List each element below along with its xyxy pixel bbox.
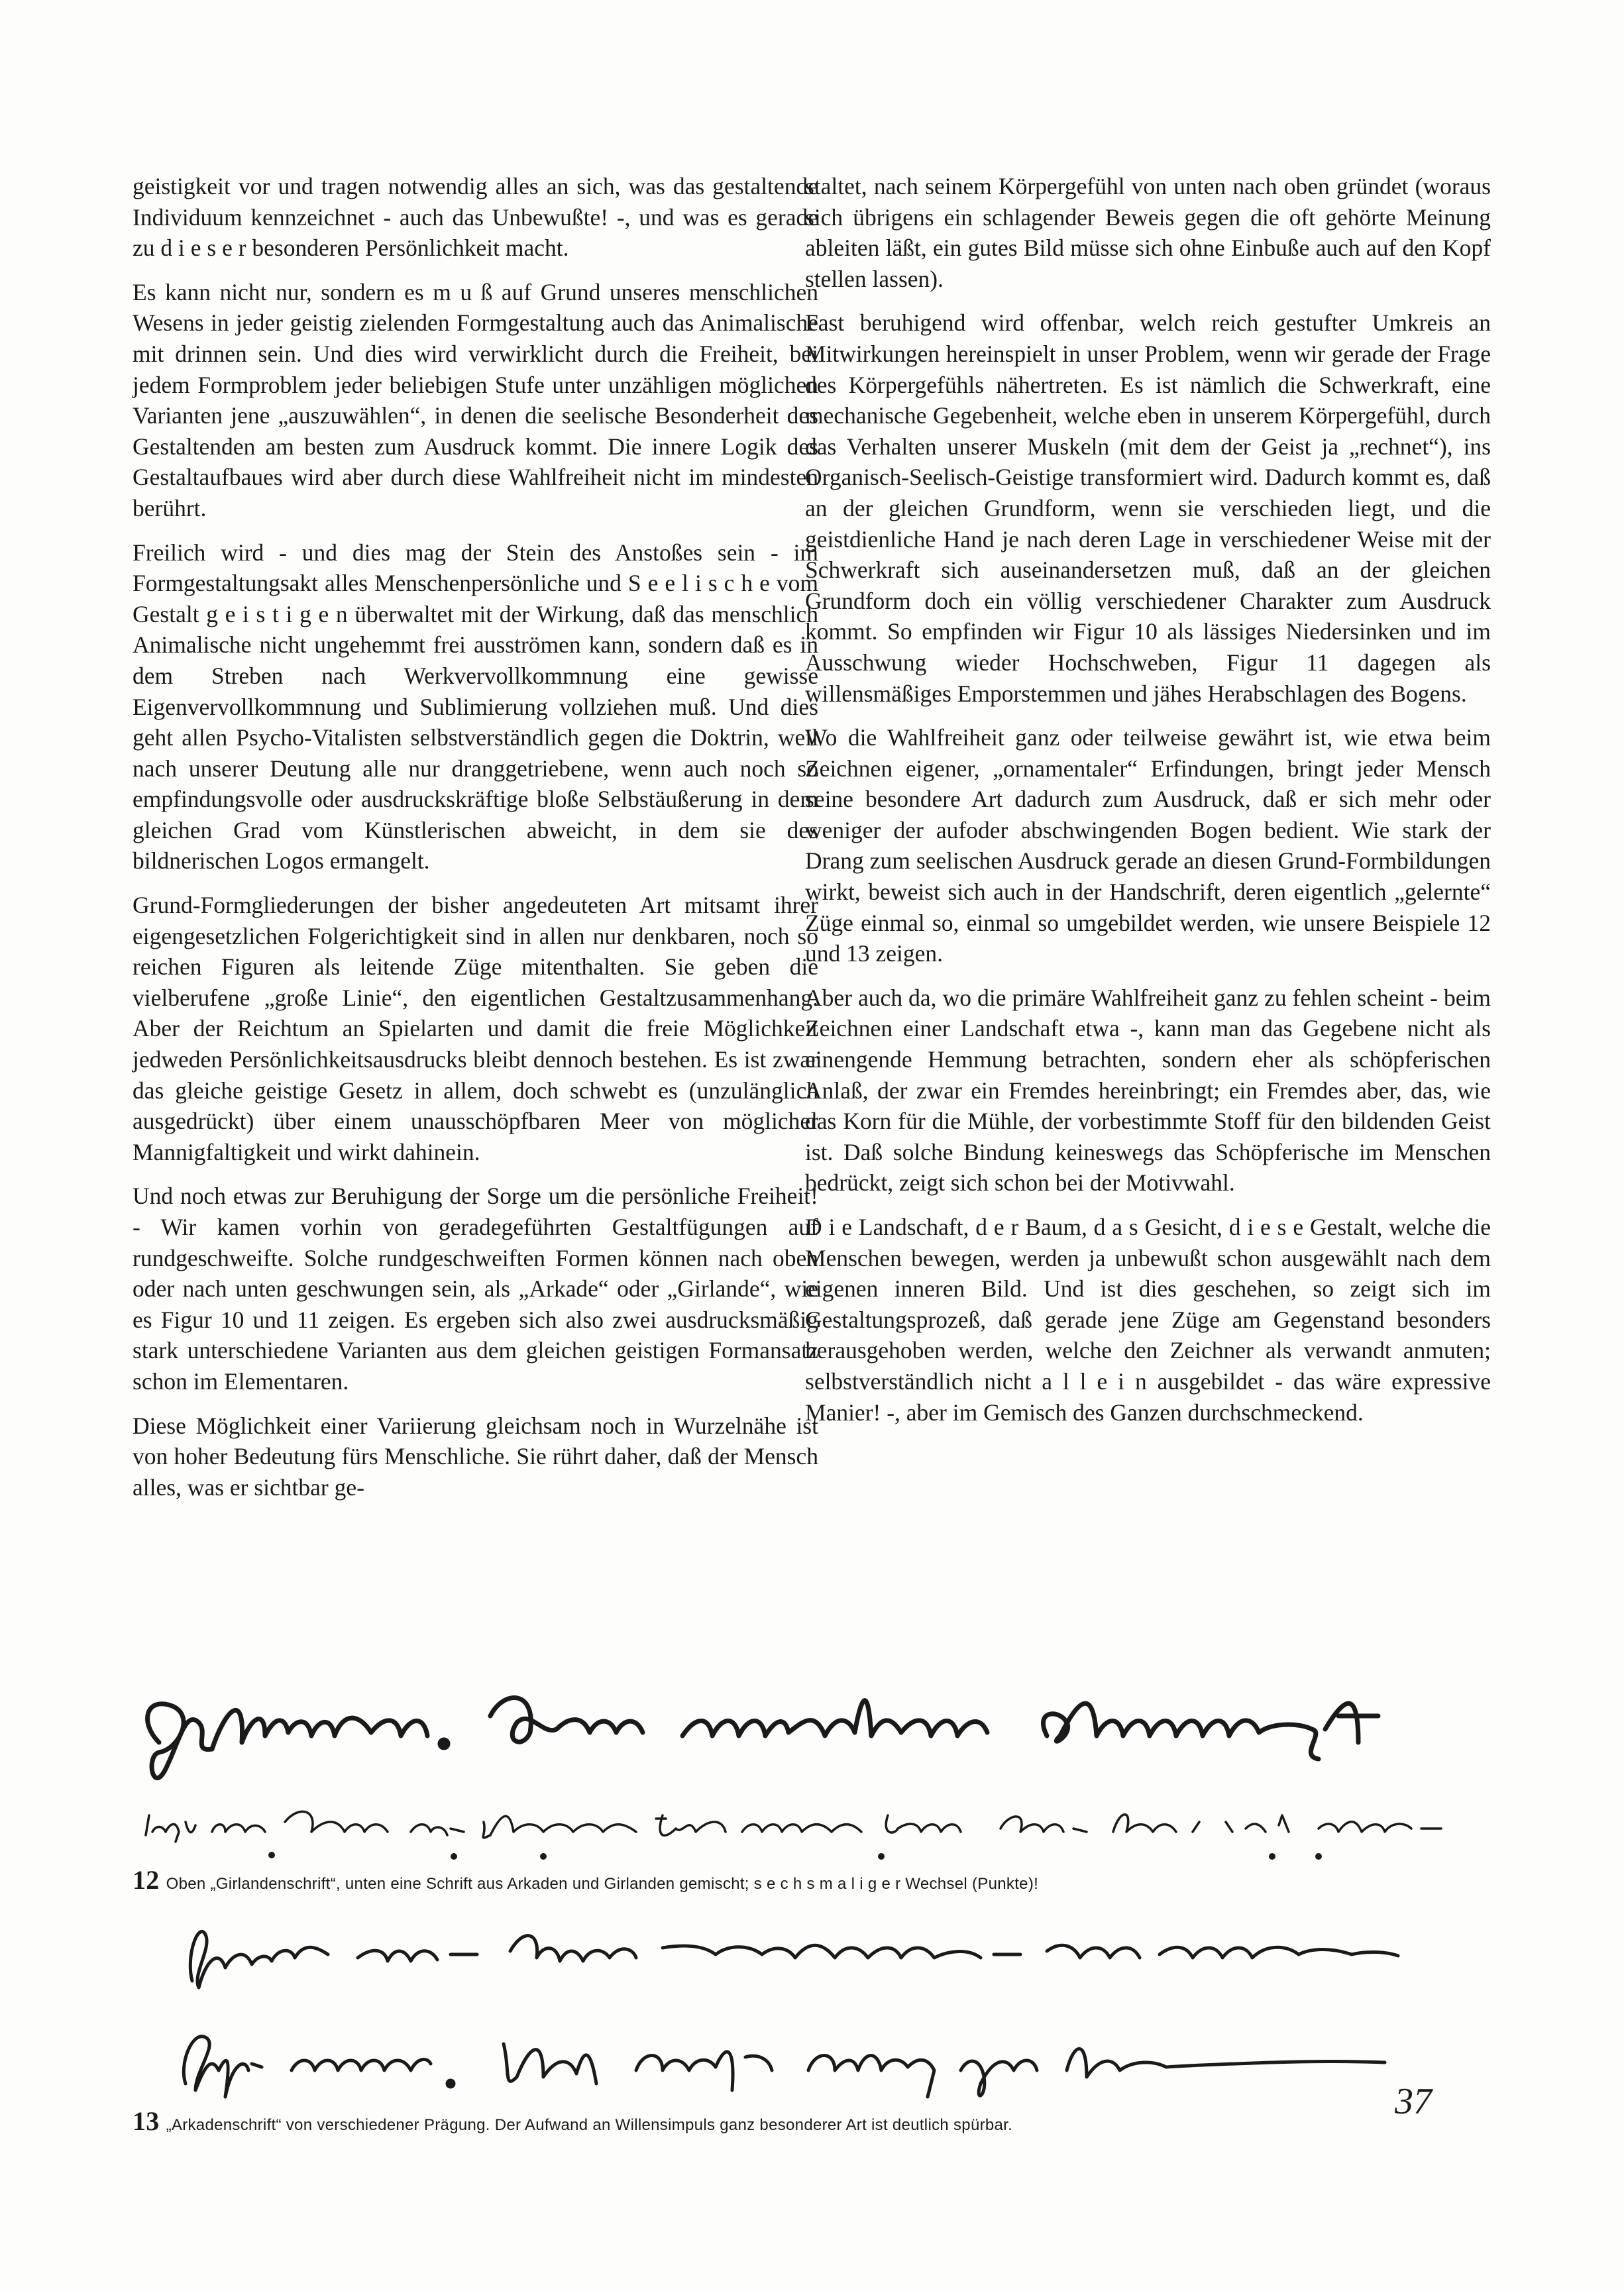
paragraph: staltet, nach seinem Körpergefühl von unten nach oben gründet (woraus sich übrigens ein schlagender Beweis gegen die oft gehörte Meinung ableiten läßt, ein gutes Bild müsse sich ohne Einbuße auch auf den Kopf stellen lassen).: [805, 173, 1491, 292]
figure-number: 12: [133, 1865, 160, 1895]
handwriting-sample-arkaden: [133, 1908, 1484, 2007]
paragraph: D i e Landschaft, d e r Baum, d a s Gesicht, d i e s e Gestalt, welche die Menschen bewegen, werden ja unbewußt schon ausgewählt nach dem eigenen inneren Bild. Und ist dies geschehen, so zeigt sich im Gestaltungsprozeß, daß gerade jene Züge am Gegenstand besonders herausgehoben werden, welche den Zeichner als verwandt anmuten; selbstverständlich nicht a l l e i n ausgebildet - das wäre expressive Manier! -, aber im Gemisch des Ganzen durchschmeckend.: [805, 1214, 1491, 1426]
caption-text: „Arkadenschrift“ von verschiedener Prägung. Der Aufwand an Willensimpuls ganz besonderer Art ist deutlich spürbar.: [166, 2116, 1013, 2134]
paragraph: geistigkeit vor und tragen notwendig alles an sich, was das gestaltende Individuum kennzeichnet - auch das Unbewußte! -, und was es gerade zu d i e s e r besonderen Persönlichkeit macht.: [133, 173, 818, 262]
right-text-column: [805, 171, 1491, 1441]
page-number: 37: [1395, 2081, 1432, 2122]
paragraph: Freilich wird - und dies mag der Stein des Anstoßes sein - im Formgestaltungsakt alles Menschenpersönliche und S e e l i s c h e vom Gestalt g e i s t i g e n überwaltet mit der Wirkung, daß das menschlich Animalische nicht ungehemmt frei ausströmen kann, sondern daß es in dem Streben nach Werkvervollkommnung eine gewisse Eigenvervollkommnung und Sublimierung vollziehen muß. Und dies geht allen Psycho-Vitalisten selbstverständlich gegen die Doktrin, weil nach unserer Deutung alle nur dranggetriebene, wenn auch noch so empfindungsvolle oder ausdruckskräftige bloße Selbstäußerung in dem gleichen Grad vom Künstlerischen abweicht, in dem sie des bildnerischen Logos ermangelt.: [133, 539, 818, 875]
paragraph: Diese Möglichkeit einer Variierung gleichsam noch in Wurzelnähe ist von hoher Bedeutung fürs Menschliche. Sie rührt daher, daß der Mensch alles, was er sichtbar ge-: [133, 1412, 818, 1501]
figure-13-caption: [133, 2105, 1491, 2137]
handwriting-transcription: haben und die angenehmheit immer: [808, 1996, 904, 2003]
left-text-column: [133, 171, 818, 1516]
paragraph: Aber auch da, wo die primäre Wahlfreiheit ganz zu fehlen scheint - beim Zeichnen einer Landschaft etwa -, kann man das Gegebene nicht als einengende Hemmung betrachten, sondern eher als schöpferischen Anlaß, der zwar ein Fremdes hereinbringt; ein Fremdes aber, das, wie das Korn für die Mühle, der vorbestimmte Stoff für den bildenden Geist ist. Daß solche Bindung keineswegs das Schöpferische im Menschen bedrückt, zeigt sich schon bei der Motivwahl.: [805, 984, 1491, 1197]
paragraph: Wo die Wahlfreiheit ganz oder teilweise gewährt ist, wie etwa beim Zeichnen eigener, „ornamentaler“ Erfindungen, bringt jeder Mensch seine besondere Art dadurch zum Ausdruck, daß er sich mehr oder weniger der aufoder abschwingenden Bogen bedient. Wie stark der Drang zum seelischen Ausdruck gerade an diesen Grund-Formbildungen wirkt, beweist sich auch in der Handschrift, deren eigentlich „gelernte“ Züge einmal so, einmal so umgebildet werden, wie unsere Beispiele 12 und 13 zeigen.: [805, 724, 1491, 967]
paragraph: Fast beruhigend wird offenbar, welch reich gestufter Umkreis an Mitwirkungen hereinspielt in unser Problem, wenn wir gerade der Frage des Körpergefühls nähertreten. Es ist nämlich die Schwerkraft, eine mechanische Gegebenheit, welche eben in unserem Körpergefühl, durch das Verhalten unserer Muskeln (mit dem der Geist ja „rechnet“), ins Organisch-Seelisch-Geistige transformiert wird. Dadurch kommt es, daß an der gleichen Grundform, wenn sie verschieden liegt, und die geistdienliche Hand je nach deren Lage in verschiedener Weise mit der Schwerkraft sich auseinandersetzen muß, daß an der gleichen Grundform doch ein völlig verschiedener Charakter zum Ausdruck kommt. So empfinden wir Figur 10 als lässiges Niedersinken und im Ausschwung wieder Hochschweben, Figur 11 dagegen als willensmäßiges Emporstemmen und jähes Herabschlagen des Bogens.: [805, 309, 1491, 707]
handwriting-sample-arkaden-2: [133, 2017, 1484, 2117]
figure-12-handwriting-line-1: [133, 1670, 1484, 1802]
figure-13-handwriting-line-1: [133, 1908, 1484, 2007]
caption-text: Oben „Girlandenschrift“, unten eine Schrift aus Arkaden und Girlanden gemischt; s e c h s m a l i g e r Wechsel (Punkte)!: [166, 1875, 1039, 1893]
handwriting-transcription: ist, eine Wohnung zu bekommen. Ich wünsche Ihnen, daß Sie in ihr glück-: [808, 1860, 1006, 1867]
handwriting-sample-girlanden: [133, 1670, 1484, 1802]
figure-12-caption: [133, 1864, 1491, 1895]
handwriting-transcription: dafür verlangen. Ich gehöre auch zu den: [808, 2105, 915, 2112]
figure-13-handwriting-line-2: [133, 2017, 1484, 2117]
paragraph: Grund-Formgliederungen der bisher angedeuteten Art mitsamt ihrer eigengesetzlichen Folgerichtigkeit sind in allen nur denkbaren, noch so reichen Figuren als leitende Züge mitenthalten. Sie geben die vielberufene „große Linie“, den eigentlichen Gestaltzusammenhang. Aber der Reichtum an Spielarten und damit die freie Möglichkeit jedweden Persönlichkeitsausdrucks bleibt dennoch bestehen. Es ist zwar das gleiche geistige Gesetz in allem, doch schwebt es (unzulänglich ausgedrückt) über einem unausschöpfbaren Meer von möglicher Mannigfaltigkeit und wirkt dahinein.: [133, 892, 818, 1165]
paragraph: Es kann nicht nur, sondern es m u ß auf Grund unseres menschlichen Wesens in jeder geistig zielenden Formgestaltung auch das Animalische mit drinnen sein. Und dies wird verwirklicht durch die Freiheit, bei jedem Formproblem jeder beliebigen Stufe unter unzähligen möglichen Varianten jene „auszuwählen“, in denen die seelische Besonderheit des Gestaltenden am besten zum Ausdruck kommt. Die innere Logik des Gestaltaufbaues wird aber durch diese Wahlfreiheit nicht im mindesten berührt.: [133, 278, 818, 521]
handwriting-sample-mixed: [133, 1795, 1484, 1868]
paragraph: Und noch etwas zur Beruhigung der Sorge um die persönliche Freiheit! - Wir kamen vorhin von geradegeführten Gestaltfügungen auf rundgeschweifte. Solche rundgeschweiften Formen können nach oben oder nach unten geschwungen sein, als „Arkade“ oder „Girlande“, wie es Figur 10 und 11 zeigen. Es ergeben sich also zwei ausdrucksmäßig stark unterschiedene Varianten aus dem gleichen geistigen Formansatz schon im Elementaren.: [133, 1183, 818, 1395]
figure-12-handwriting-line-2: [133, 1795, 1484, 1868]
figure-number: 13: [133, 2106, 160, 2136]
